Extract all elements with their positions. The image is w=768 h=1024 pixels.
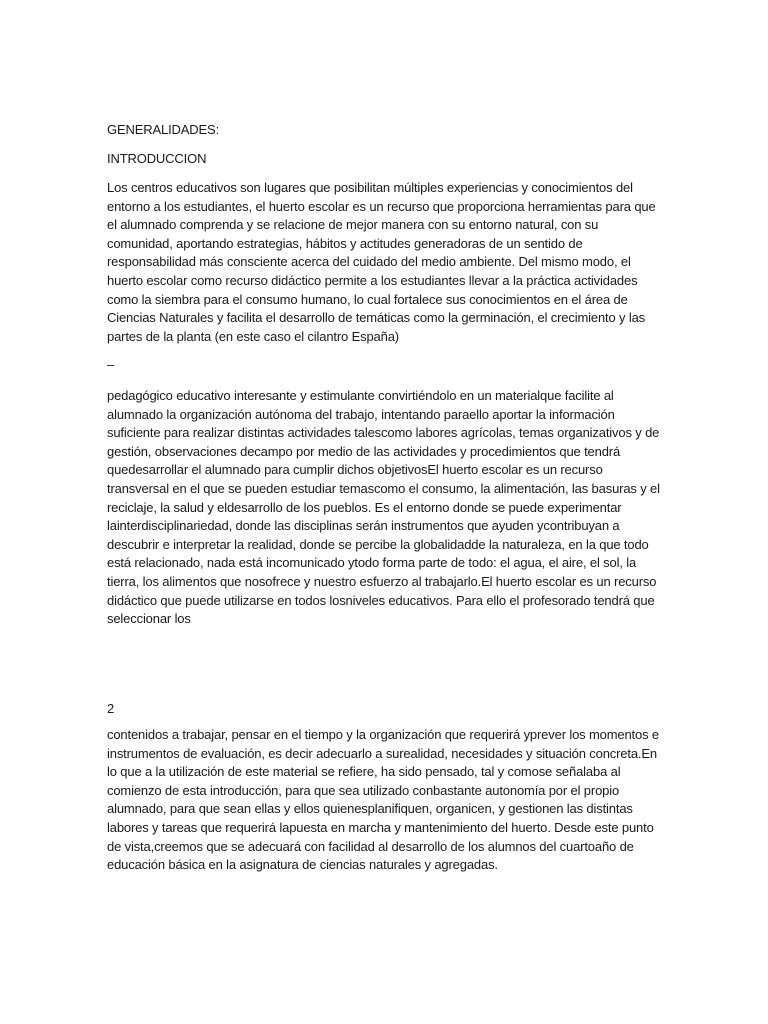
paragraph-line: Los centros educativos son lugares que posibilitan múltiples experiencias y conocimientos del	[107, 180, 633, 195]
paragraph-line: educación básica en la asignatura de ciencias naturales y agregadas.	[107, 857, 498, 873]
paragraph-line: seleccionar los	[107, 611, 191, 627]
paragraph-line: de vista,creemos que se adecuará con facilidad al desarrollo de los alumnos del cuartoaño de	[107, 838, 634, 854]
paragraph-line: suficiente para realizar distintas actividades talescomo labores agrícolas, temas organizativos y de	[107, 425, 660, 441]
paragraph-line: lo que a la utilización de este material se refiere, ha sido pensado, tal y comose señalaba al	[107, 764, 621, 780]
paragraph-line: partes de la planta (en este caso el cilantro España)	[107, 328, 399, 344]
paragraph-line: descubrir e interpretar la realidad, donde se percibe la globalidadde la naturaleza, en la que todo	[107, 536, 649, 552]
paragraph-line: comunidad, aportando estrategias, hábitos y actitudes generadoras de un sentido de	[107, 235, 583, 251]
paragraph-line: alumnado la organización autónoma del trabajo, intentando paraello aportar la información	[107, 406, 615, 422]
paragraph-line: Ciencias Naturales y facilita el desarrollo de temáticas como la germinación, el crecimiento y las	[107, 310, 646, 326]
heading-generalidades: GENERALIDADES:	[107, 122, 220, 137]
dash-separator: –	[107, 357, 115, 372]
paragraph-line: labores y tareas que requerirá lapuesta en marcha y mantenimiento del huerto. Desde este punto	[107, 820, 654, 835]
paragraph-line: didáctico que puede utilizarse en todos losniveles educativos. Para ello el profesorado tendrá que	[107, 592, 655, 608]
paragraph-line: entorno a los estudiantes, el huerto escolar es un recurso que proporciona herramientas para que	[107, 198, 656, 214]
paragraph-line: lainterdisciplinariedad, donde las disciplinas serán instrumentos que ayuden ycontribuyan a	[107, 518, 620, 534]
page-number: 2	[107, 701, 115, 716]
paragraph-line: está relacionado, nada está incomunicado ytodo forma parte de todo: el agua, el aire, el sol, la	[107, 555, 637, 571]
paragraph-line: como la siembra para el consumo humano, lo cual fortalece sus conocimientos en el área de	[107, 291, 628, 307]
paragraph-line: instrumentos de evaluación, es decir adecuarlo a surealidad, necesidades y situación concreta.En	[107, 745, 657, 761]
paragraph-line: comienzo de esta introducción, para que sea utilizado conbastante autonomía por el propio	[107, 782, 620, 798]
paragraph-line: pedagógico educativo interesante y estimulante convirtiéndolo en un materialque facilite al	[107, 388, 614, 403]
paragraph-line: el alumnado comprenda y se relacione de mejor manera con su entorno natural, con su	[107, 217, 599, 233]
paragraph-line: gestión, observaciones decampo por medio de las actividades y procedimientos que tendrá	[107, 443, 621, 459]
paragraph-line: responsabilidad más consciente acerca del cuidado del medio ambiente. Del mismo modo, el	[107, 254, 631, 270]
heading-introduccion: INTRODUCCION	[107, 151, 207, 166]
paragraph-line: reciclaje, la salud y eldesarrollo de los pueblos. Es el entorno donde se puede experimentar	[107, 499, 622, 515]
paragraph-line: huerto escolar como recurso didáctico permite a los estudiantes llevar a la práctica actividades	[107, 273, 638, 288]
paragraph-line: transversal en el que se pueden estudiar temascomo el consumo, la alimentación, las basuras y el	[107, 481, 660, 496]
paragraph-line: tierra, los alimentos que nosofrece y nuestro esfuerzo al trabajarlo.El huerto escolar es un recurso	[107, 574, 657, 589]
paragraph-line: contenidos a trabajar, pensar en el tiempo y la organización que requerirá yprever los momentos e	[107, 727, 659, 742]
paragraph-line: quedesarrollar el alumnado para cumplir dichos objetivosEl huerto escolar es un recurso	[107, 462, 603, 478]
paragraph-line: alumnado, para que sean ellas y ellos quienesplanifiquen, organicen, y gestionen las distintas	[107, 801, 633, 817]
